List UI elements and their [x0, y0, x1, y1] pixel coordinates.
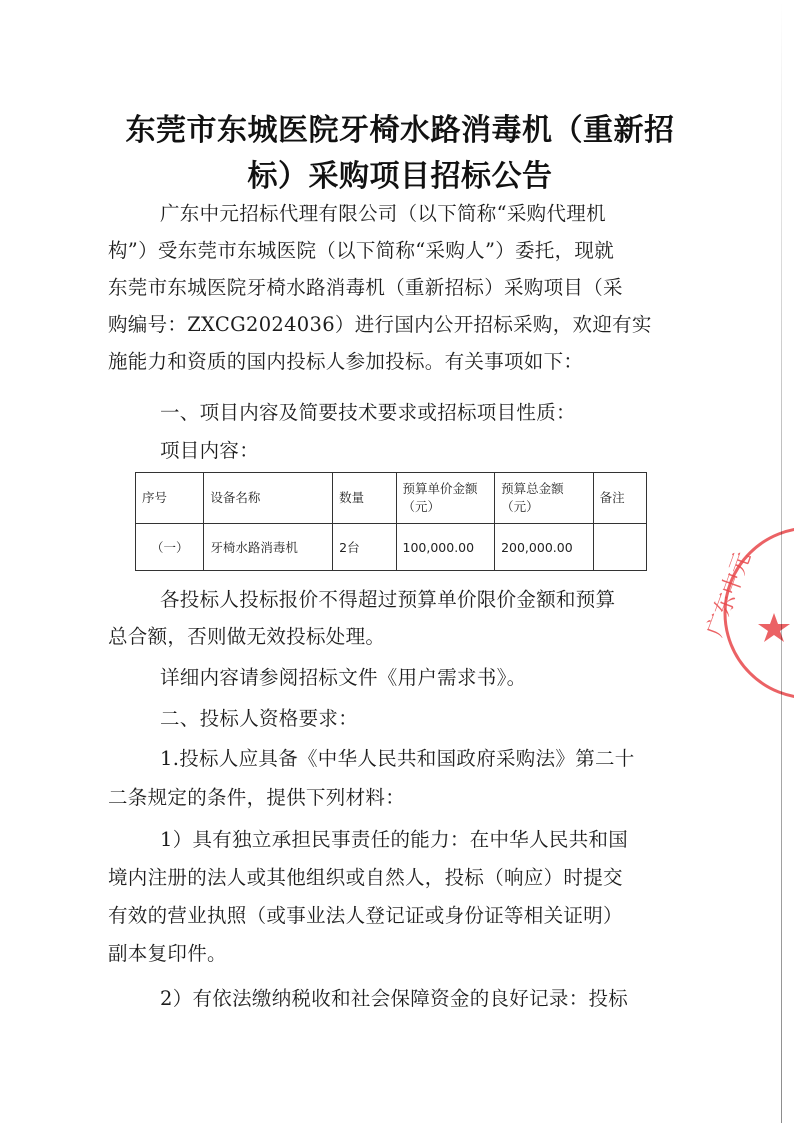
intro-line-1: 广东中元招标代理有限公司（以下简称“采购代理机	[160, 202, 606, 225]
document-title	[100, 108, 700, 200]
details-note: 详细内容请参阅招标文件《用户需求书》。	[160, 666, 527, 689]
intro-line-4: 购编号：ZXCG2024036）进行国内公开招标采购，欢迎有实	[108, 313, 652, 336]
cell-total-budget: 200,000.00	[495, 524, 594, 571]
sub1-line-3: 有效的营业执照（或事业法人登记证或身份证等相关证明）	[108, 904, 623, 927]
intro-line-5: 施能力和资质的国内投标人参加投标。有关事项如下：	[108, 350, 584, 373]
header-remarks: 备注	[593, 473, 646, 524]
seal-text: 广东中元	[702, 548, 757, 641]
header-device-name: 设备名称	[204, 473, 333, 524]
intro-line-3: 东莞市东城医院牙椅水路消毒机（重新招标）采购项目（采	[108, 276, 623, 299]
seal-star-icon	[758, 613, 790, 642]
items-table	[135, 472, 647, 571]
title-line-1: 东莞市东城医院牙椅水路消毒机（重新招	[125, 113, 675, 148]
seal-stamp	[692, 518, 794, 698]
section1-heading: 一、项目内容及简要技术要求或招标项目性质：	[160, 401, 576, 424]
section1-subheading: 项目内容：	[160, 439, 260, 462]
cell-device-name: 牙椅水路消毒机	[204, 524, 333, 571]
sub2-line-1: 2）有依法缴纳税收和社会保障资金的良好记录：投标	[160, 987, 629, 1010]
header-index: 序号	[136, 473, 204, 524]
cell-quantity: 2台	[333, 524, 396, 571]
budget-note-line-2: 总合额，否则做无效投标处理。	[108, 625, 386, 648]
title-line-2: 标）采购项目招标公告	[247, 159, 553, 194]
section2-item1-line-1: 1.投标人应具备《中华人民共和国政府采购法》第二十	[160, 747, 635, 770]
sub1-line-2: 境内注册的法人或其他组织或自然人，投标（响应）时提交	[108, 866, 623, 889]
cell-unit-budget: 100,000.00	[396, 524, 495, 571]
section2-heading: 二、投标人资格要求：	[160, 707, 359, 730]
sub1-line-1: 1）具有独立承担民事责任的能力：在中华人民共和国	[160, 828, 629, 851]
header-quantity: 数量	[333, 473, 396, 524]
table-row	[136, 524, 647, 571]
table-header-row	[136, 473, 647, 524]
cell-remarks	[593, 524, 646, 571]
intro-line-2: 构”）受东莞市东城医院（以下简称“采购人”）委托，现就	[108, 239, 615, 262]
header-unit-budget: 预算单价金额（元）	[396, 473, 495, 524]
budget-note-line-1: 各投标人投标报价不得超过预算单价限价金额和预算	[160, 588, 616, 611]
header-total-budget: 预算总金额（元）	[495, 473, 594, 524]
cell-index: （一）	[136, 524, 204, 571]
section2-item1-line-2: 二条规定的条件，提供下列材料：	[108, 786, 406, 809]
scan-edge	[781, 0, 782, 1123]
sub1-line-4: 副本复印件。	[108, 942, 227, 965]
